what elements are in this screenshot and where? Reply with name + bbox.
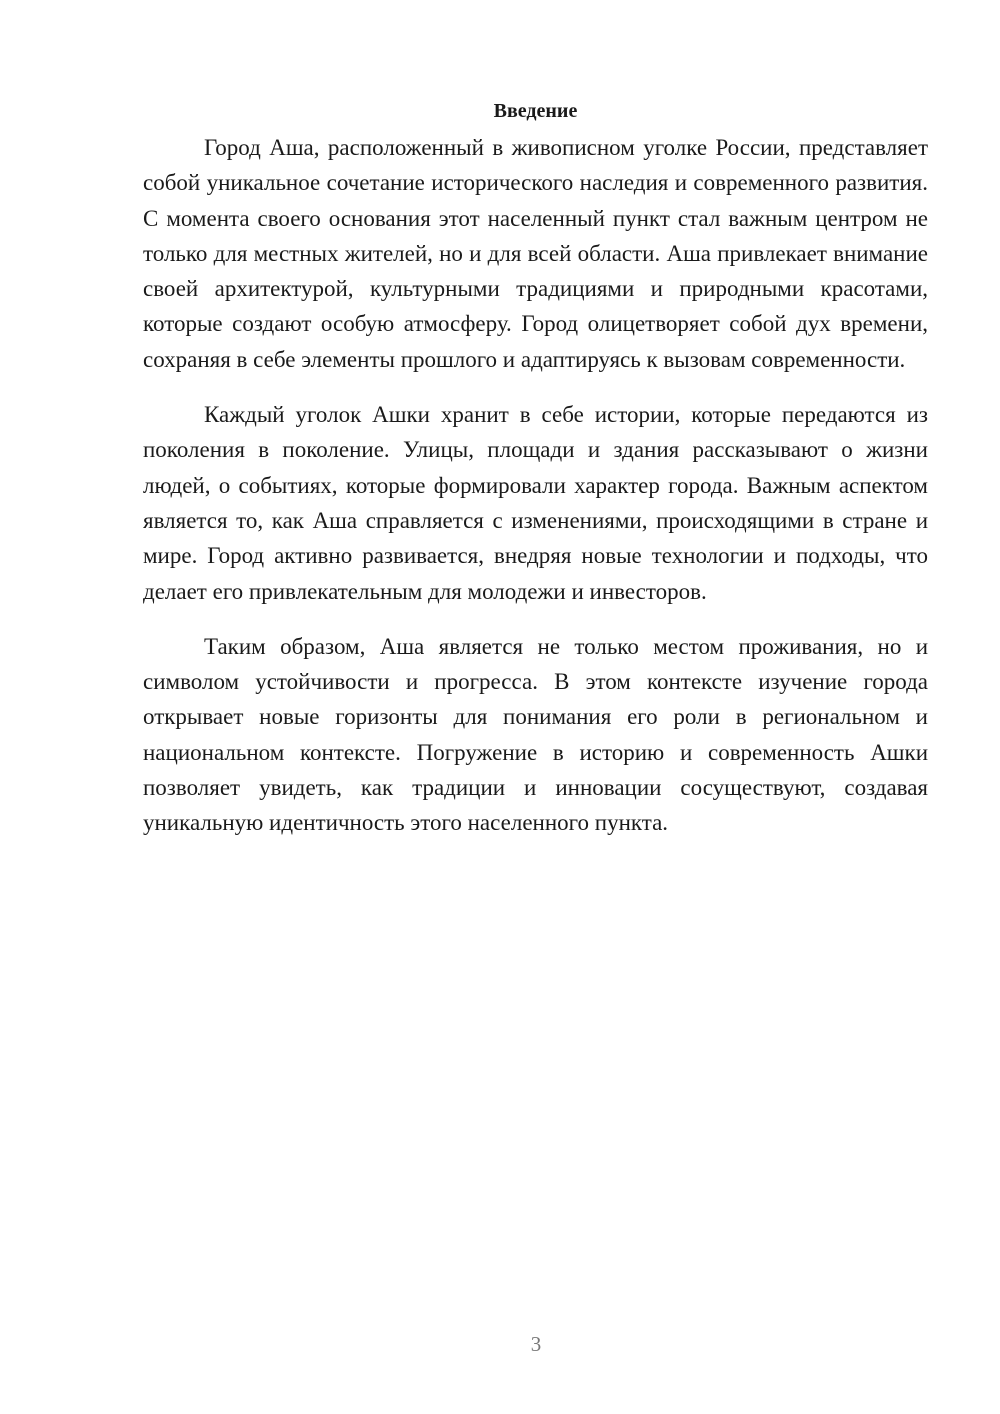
section-title: Введение [493, 100, 578, 122]
paragraph-1: Город Аша, расположенный в живописном уголке России, представляет собой уникальное сочетание исторического наследия и современного развития. С момента своего основания этот населенный пункт стал важным центром не только для местных жителей, но и для всей области. Аша привлекает внимание своей архитектурой, культурными традициями и природными красотами, которые создают особую атмосферу. Город олицетворяет собой дух времени, сохраняя в себе элементы прошлого и адаптируясь к вызовам современности. [143, 135, 928, 372]
page-content [143, 96, 928, 861]
paragraph-3: Таким образом, Аша является не только местом проживания, но и символом устойчивости и прогресса. В этом контексте изучение города открывает новые горизонты для понимания его роли в региональном и национальном контексте. Погружение в историю и современность Ашки позволяет увидеть, как традиции и инновации сосуществуют, создавая уникальную идентичность этого населенного пункта. [143, 633, 928, 836]
page-number: 3 [530, 1332, 542, 1356]
paragraph-2: Каждый уголок Ашки хранит в себе истории, которые передаются из поколения в поколение. Улицы, площади и здания рассказывают о жизни людей, о событиях, которые формировали характер города. Важным аспектом является то, как Аша справляется с изменениями, происходящими в стране и мире. Город активно развивается, внедряя новые технологии и подходы, что делает его привлекательным для молодежи и инвесторов. [143, 402, 928, 604]
